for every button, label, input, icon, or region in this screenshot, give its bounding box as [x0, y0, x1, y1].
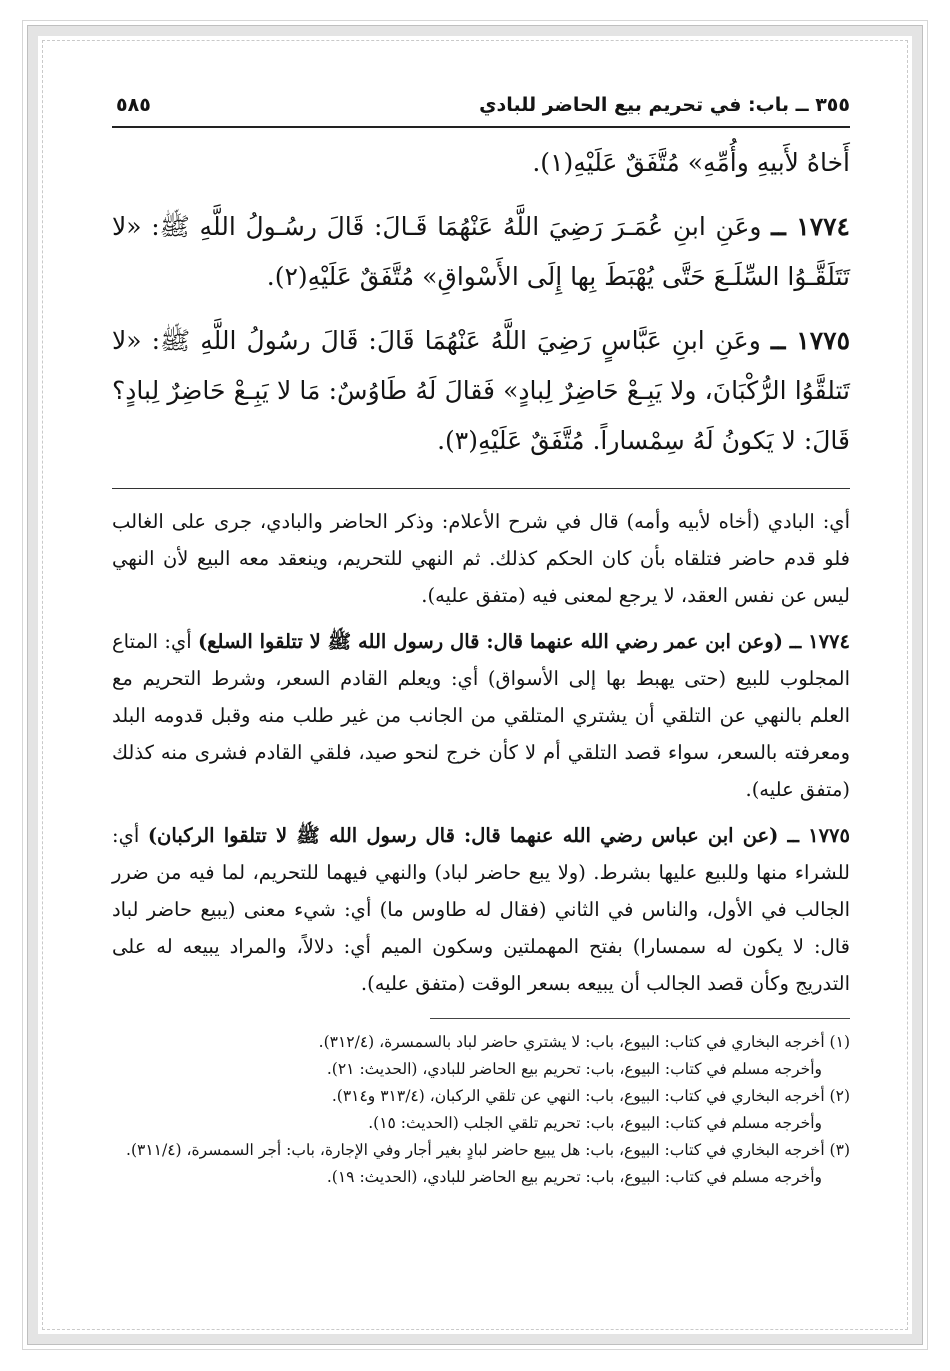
hadith-body: وعَنِ ابنِ عَبَّاسٍ رَضِيَ اللَّهُ عَنْهُمَا قَالَ: قَالَ رسُولُ اللَّهِ ﷺ: «لا تَتلقَّوُا الرُّكْبَانَ، ولا يَبِـعْ حَاضِرٌ لِبادٍ» فَقالَ لَهُ طَاوُسٌ: مَا لا يَبِـعْ حَاضِرٌ لِبادٍ؟ قَالَ: لا يَكونُ لَهُ سِمْساراً. مُتَّفَقٌ عَلَيْهِ(٣). [112, 326, 850, 455]
chapter-title: ٣٥٥ ــ باب: في تحريم بيع الحاضر للبادي [479, 94, 850, 116]
running-header [112, 92, 850, 128]
hadith-continuation: أَخاهُ لأَبيهِ وأُمِّهِ» مُتَّفَقٌ عَلَيْهِ(١). [532, 148, 850, 177]
footnote-divider [430, 1018, 850, 1019]
hadith-body: وعَنِ ابنِ عُمَـرَ رَضِيَ اللَّهُ عَنْهُمَا قَـالَ: قَالَ رسُـولُ اللَّهِ ﷺ: «لا تَتَلَقَّـوُا السِّلَـعَ حَتَّى يُهْبَطَ بِها إِلَى الأَسْواقِ» مُتَّفَقٌ عَلَيْهِ(٢). [112, 212, 850, 291]
commentary-body: أي: المتاع المجلوب للبيع (حتى يهبط بها إلى الأسواق) أي: ويعلم القادم السعر، وشرط التحريم مع العلم بالنهي عن التلقي أن يشتري المتلقي من الجانب من غير طلب منه وقبل قدومه البلد ومعرفته بالسعر، سواء قصد التلقي أم لا كأن خرج لنحو صيد، فلقي القادم فشرى منه كذلك (متفق عليه). [112, 630, 850, 801]
footnote: (٣) أخرجه البخاري في كتاب: البيوع، باب: هل يبيع حاضر لبادٍ بغير أجار وفي الإجارة، باب: أجر السمسرة، (٣١١/٤). [126, 1141, 850, 1159]
page-content [112, 92, 850, 1191]
commentary-paragraph: أي: البادي (أخاه لأبيه وأمه) قال في شرح الأعلام: وذكر الحاضر والبادي، جرى على الغالب فلو قدم حاضر فتلقاه بأن كان الحكم كذلك. ثم النهي للتحريم، وينعقد معه البيع لأن النهي ليس عن نفس العقد، لا يرجع لمعنى فيه (متفق عليه). [112, 510, 850, 607]
footnote: وأخرجه مسلم في كتاب: البيوع، باب: تحريم تلقي الجلب (الحديث: ١٥). [368, 1114, 822, 1132]
hadith-number: ١٧٧٤ ــ [771, 212, 850, 241]
hadith-1775 [112, 316, 850, 466]
footnote: وأخرجه مسلم في كتاب: البيوع، باب: تحريم بيع الحاضر للبادي، (الحديث: ١٩). [326, 1168, 822, 1186]
footnotes [112, 1029, 850, 1191]
commentary-body: أي: للشراء منها وللبيع عليها بشرط. (ولا يبع حاضر لباد) والنهي فيهما للتحريم، لما فيه من ضرر الجالب في الأول، والناس في الثاني (فقال له طاوس ما) أي: شيء معنى (يبيع حاضر لباد قال: لا يكون له سمسارا) بفتح المهملتين وسكون الميم أي: دلالاً، والمراد يبيعه له على التدريج وكأن قصد الجالب أن يبيعه بسعر الوقت (متفق عليه). [112, 824, 850, 995]
commentary [112, 503, 850, 1002]
commentary-divider [112, 488, 850, 489]
commentary-paragraph [112, 817, 850, 1002]
page-number: ٥٨٥ [116, 94, 151, 116]
commentary-lead: ١٧٧٥ ــ (عن ابن عباس رضي الله عنهما قال: قال رسول الله ﷺ لا تتلقوا الركبان) [147, 824, 851, 847]
hadith-number: ١٧٧٥ ــ [770, 326, 851, 355]
footnote: (٢) أخرجه البخاري في كتاب: البيوع، باب: النهي عن تلقي الركبان، (٣١٣/٤ و٣١٤). [331, 1087, 850, 1105]
hadith-1774 [112, 202, 850, 302]
footnote: (١) أخرجه البخاري في كتاب: البيوع، باب: لا يشتري حاضر لباد بالسمسرة، (٣١٢/٤). [318, 1033, 850, 1051]
footnote: وأخرجه مسلم في كتاب: البيوع، باب: تحريم بيع الحاضر للبادي، (الحديث: ٢١). [326, 1060, 822, 1078]
commentary-paragraph [112, 623, 850, 808]
hadith-text [112, 138, 850, 466]
commentary-lead: ١٧٧٤ ــ (وعن ابن عمر رضي الله عنهما قال: قال رسول الله ﷺ لا تتلقوا السلع) [197, 630, 851, 653]
